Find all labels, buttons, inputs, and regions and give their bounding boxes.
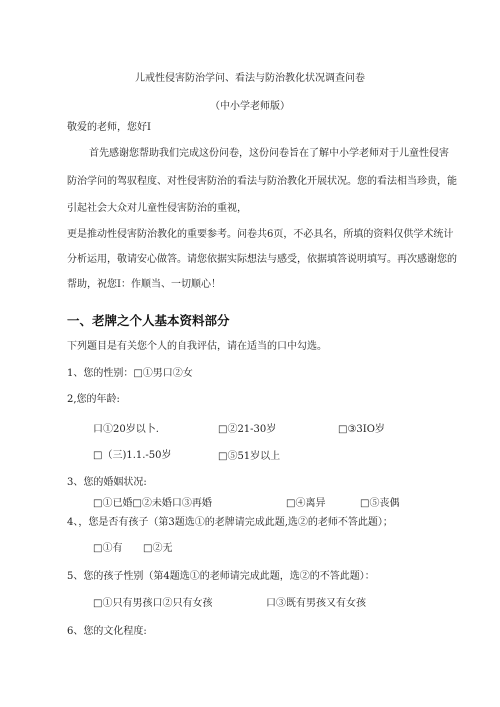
option-age-4[interactable]: □（三)1.1.-50岁	[93, 450, 172, 461]
intro-line: 引起社会大众对儿童性侵害防治的重视，	[67, 203, 247, 214]
option-children-2[interactable]: □②无	[143, 543, 173, 554]
option-marital-1[interactable]: □①已婚□②未婚口③再婚	[93, 498, 212, 509]
page-title: 儿戒性侵害防治学问、看法与防治教化状况调查问卷	[135, 73, 365, 84]
option-marital-3[interactable]: □⑤丧偶	[360, 498, 400, 509]
question-1: 1、您的性别：□①男口②女	[67, 368, 193, 379]
intro-line: 更是推动性侵害防治教化的重要参考。问卷共6页，不必具名，所填的资料仅供学术统计	[67, 229, 454, 240]
question-5: 5、您的孩子性别（第4题选①的老师请完成此题，选②的不答此题）：	[67, 571, 375, 582]
intro-line: 首先感谢您帮助我们完成这份问卷，这份问卷旨在了解中小学老师对于儿童性侵害	[89, 148, 449, 159]
instruction-text: 下列题目是有关您个人的自我评估，请在适当的口中勾选。	[67, 341, 327, 352]
question-6: 6、您的文化程度:	[67, 626, 147, 637]
greeting: 敬爱的老师，您好I	[67, 122, 151, 133]
intro-line: 分析运用，敬请安心做答。请您依据实际想法与感受，依据填答说明填写。再次感谢您的	[67, 254, 457, 265]
question-2: 2,您的年龄:	[67, 394, 120, 405]
section-heading: 一、老牌之个人基本资料部分	[67, 313, 230, 328]
question-4: 4、，您是否有孩子（第3题选①的老牌请完成此题,选②的老师不答此题）；	[67, 517, 393, 528]
option-age-5[interactable]: □⑤51岁以上	[218, 451, 281, 462]
intro-line: 防治学问的驾驭程度、对性侵害防治的看法与防治教化开展状况。您的看法相当珍贵，能	[67, 176, 457, 187]
option-marital-2[interactable]: □④离异	[286, 498, 326, 509]
option-age-3[interactable]: □③3IO岁	[338, 424, 385, 435]
question-3: 3、您的婚姻状况:	[67, 477, 147, 488]
intro-line: 帮助，祝您I：作顺当、一切顺心！	[67, 279, 221, 290]
option-children-1[interactable]: □①有	[93, 543, 123, 554]
option-age-1[interactable]: 口①20岁以卜.	[93, 424, 159, 435]
option-age-2[interactable]: □②21-30岁	[218, 424, 277, 435]
option-childsex-1[interactable]: □①只有男孩口②只有女孩	[93, 598, 213, 609]
page-subtitle: （中小学老师版）	[210, 101, 290, 112]
option-childsex-2[interactable]: 口③既有男孩又有女孩	[266, 598, 366, 609]
